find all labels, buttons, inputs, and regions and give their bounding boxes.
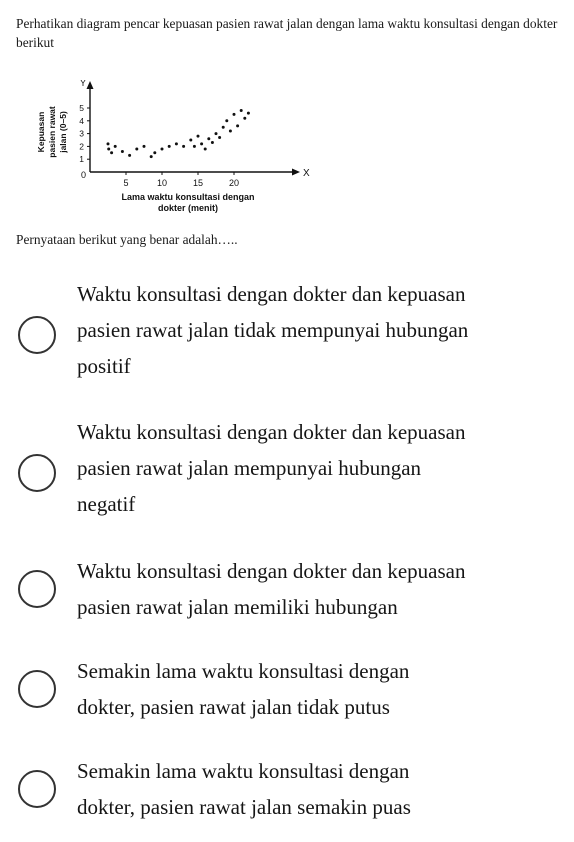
answer-option-5-line-2: dokter, pasien rawat jalan semakin puas — [77, 795, 411, 819]
answer-option-4-line-1: Semakin lama waktu konsultasi dengan — [77, 659, 410, 683]
scatter-point — [189, 139, 192, 142]
y-axis-label-line: Kepuasan — [36, 111, 46, 153]
scatter-point — [128, 154, 131, 157]
answer-option-2-line-1: Waktu konsultasi dengan dokter dan kepuasan — [77, 420, 466, 444]
answer-option-2[interactable] — [0, 414, 574, 524]
x-axis-letter: X — [303, 168, 310, 179]
answer-option-4[interactable] — [0, 653, 574, 728]
scatter-point — [211, 141, 214, 144]
answer-option-4-line-2: dokter, pasien rawat jalan tidak putus — [77, 695, 390, 719]
y-tick-label: 5 — [79, 103, 84, 113]
radio-button-option-5[interactable] — [18, 770, 56, 808]
radio-button-option-4[interactable] — [18, 670, 56, 708]
radio-button-option-1[interactable] — [18, 316, 56, 354]
scatter-point — [161, 147, 164, 150]
scatter-point — [243, 117, 246, 120]
answer-option-5-text — [77, 753, 557, 825]
x-axis-label-line: Lama waktu konsultasi dengan — [121, 192, 255, 202]
y-axis-label-line: jalan (0–5) — [58, 111, 68, 153]
y-axis-letter: Y — [80, 80, 87, 88]
answer-option-4-text — [77, 653, 557, 725]
answer-option-2-text — [77, 414, 557, 522]
answer-option-1-line-2: pasien rawat jalan tidak mempunyai hubungan — [77, 318, 469, 342]
answer-option-3-line-2: pasien rawat jalan memiliki hubungan — [77, 595, 398, 619]
answer-option-1[interactable] — [0, 276, 574, 386]
scatter-point — [222, 126, 225, 129]
question-text: Perhatikan diagram pencar kepuasan pasien rawat jalan dengan lama waktu konsultasi dengan dokter berikut — [16, 16, 558, 50]
question-prompt: Pernyataan berikut yang benar adalah….. — [16, 232, 238, 247]
y-axis-arrow — [87, 81, 94, 89]
x-axis-arrow — [292, 169, 300, 176]
scatter-point — [204, 147, 207, 150]
y-tick-label: 2 — [79, 141, 84, 152]
scatter-point — [225, 119, 228, 122]
scatter-chart — [28, 80, 328, 230]
scatter-point — [135, 147, 138, 150]
scatter-point — [168, 145, 171, 148]
answer-option-2-line-2: pasien rawat jalan mempunyai hubungan — [77, 456, 422, 480]
scatter-point — [236, 124, 239, 127]
y-tick-label: 3 — [79, 128, 84, 139]
scatter-point — [107, 142, 110, 145]
scatter-point — [207, 137, 210, 140]
scatter-point — [247, 112, 250, 115]
answer-option-2-line-3: negatif — [77, 492, 136, 516]
answer-option-1-text — [77, 276, 557, 384]
radio-button-option-3[interactable] — [18, 570, 56, 608]
scatter-point — [153, 151, 156, 154]
scatter-point — [150, 155, 153, 158]
answer-option-5-line-1: Semakin lama waktu konsultasi dengan — [77, 759, 410, 783]
scatter-point — [107, 147, 110, 150]
answer-option-5[interactable] — [0, 753, 574, 828]
radio-button-option-2[interactable] — [18, 454, 56, 492]
x-tick-label: 15 — [192, 178, 204, 188]
scatter-point — [182, 145, 185, 148]
scatter-point — [121, 150, 124, 153]
answer-option-3-text — [77, 553, 557, 625]
scatter-point — [197, 135, 200, 138]
x-axis-label-line: dokter (menit) — [157, 203, 219, 213]
scatter-point — [240, 109, 243, 112]
scatter-point — [229, 130, 232, 133]
answer-option-3-line-1: Waktu konsultasi dengan dokter dan kepuasan — [77, 559, 466, 583]
scatter-point — [193, 145, 196, 148]
scatter-point — [175, 142, 178, 145]
scatter-point — [218, 136, 221, 139]
answer-option-1-line-3: positif — [77, 354, 131, 378]
x-tick-label: 20 — [228, 178, 240, 188]
origin-label: 0 — [81, 170, 87, 180]
scatter-point — [200, 142, 203, 145]
scatter-point — [114, 145, 117, 148]
answer-option-1-line-1: Waktu konsultasi dengan dokter dan kepuasan — [77, 282, 466, 306]
y-tick-label: 1 — [79, 154, 84, 165]
scatter-plot-svg — [28, 80, 328, 230]
scatter-point — [233, 113, 236, 116]
y-tick-label: 4 — [79, 115, 84, 126]
x-tick-label: 5 — [123, 178, 129, 188]
x-tick-label: 10 — [156, 178, 168, 188]
scatter-point — [143, 145, 146, 148]
y-axis-label-line: pasien rawat — [47, 106, 57, 158]
answer-option-3[interactable] — [0, 553, 574, 628]
scatter-point — [215, 132, 218, 135]
scatter-point — [110, 151, 113, 154]
